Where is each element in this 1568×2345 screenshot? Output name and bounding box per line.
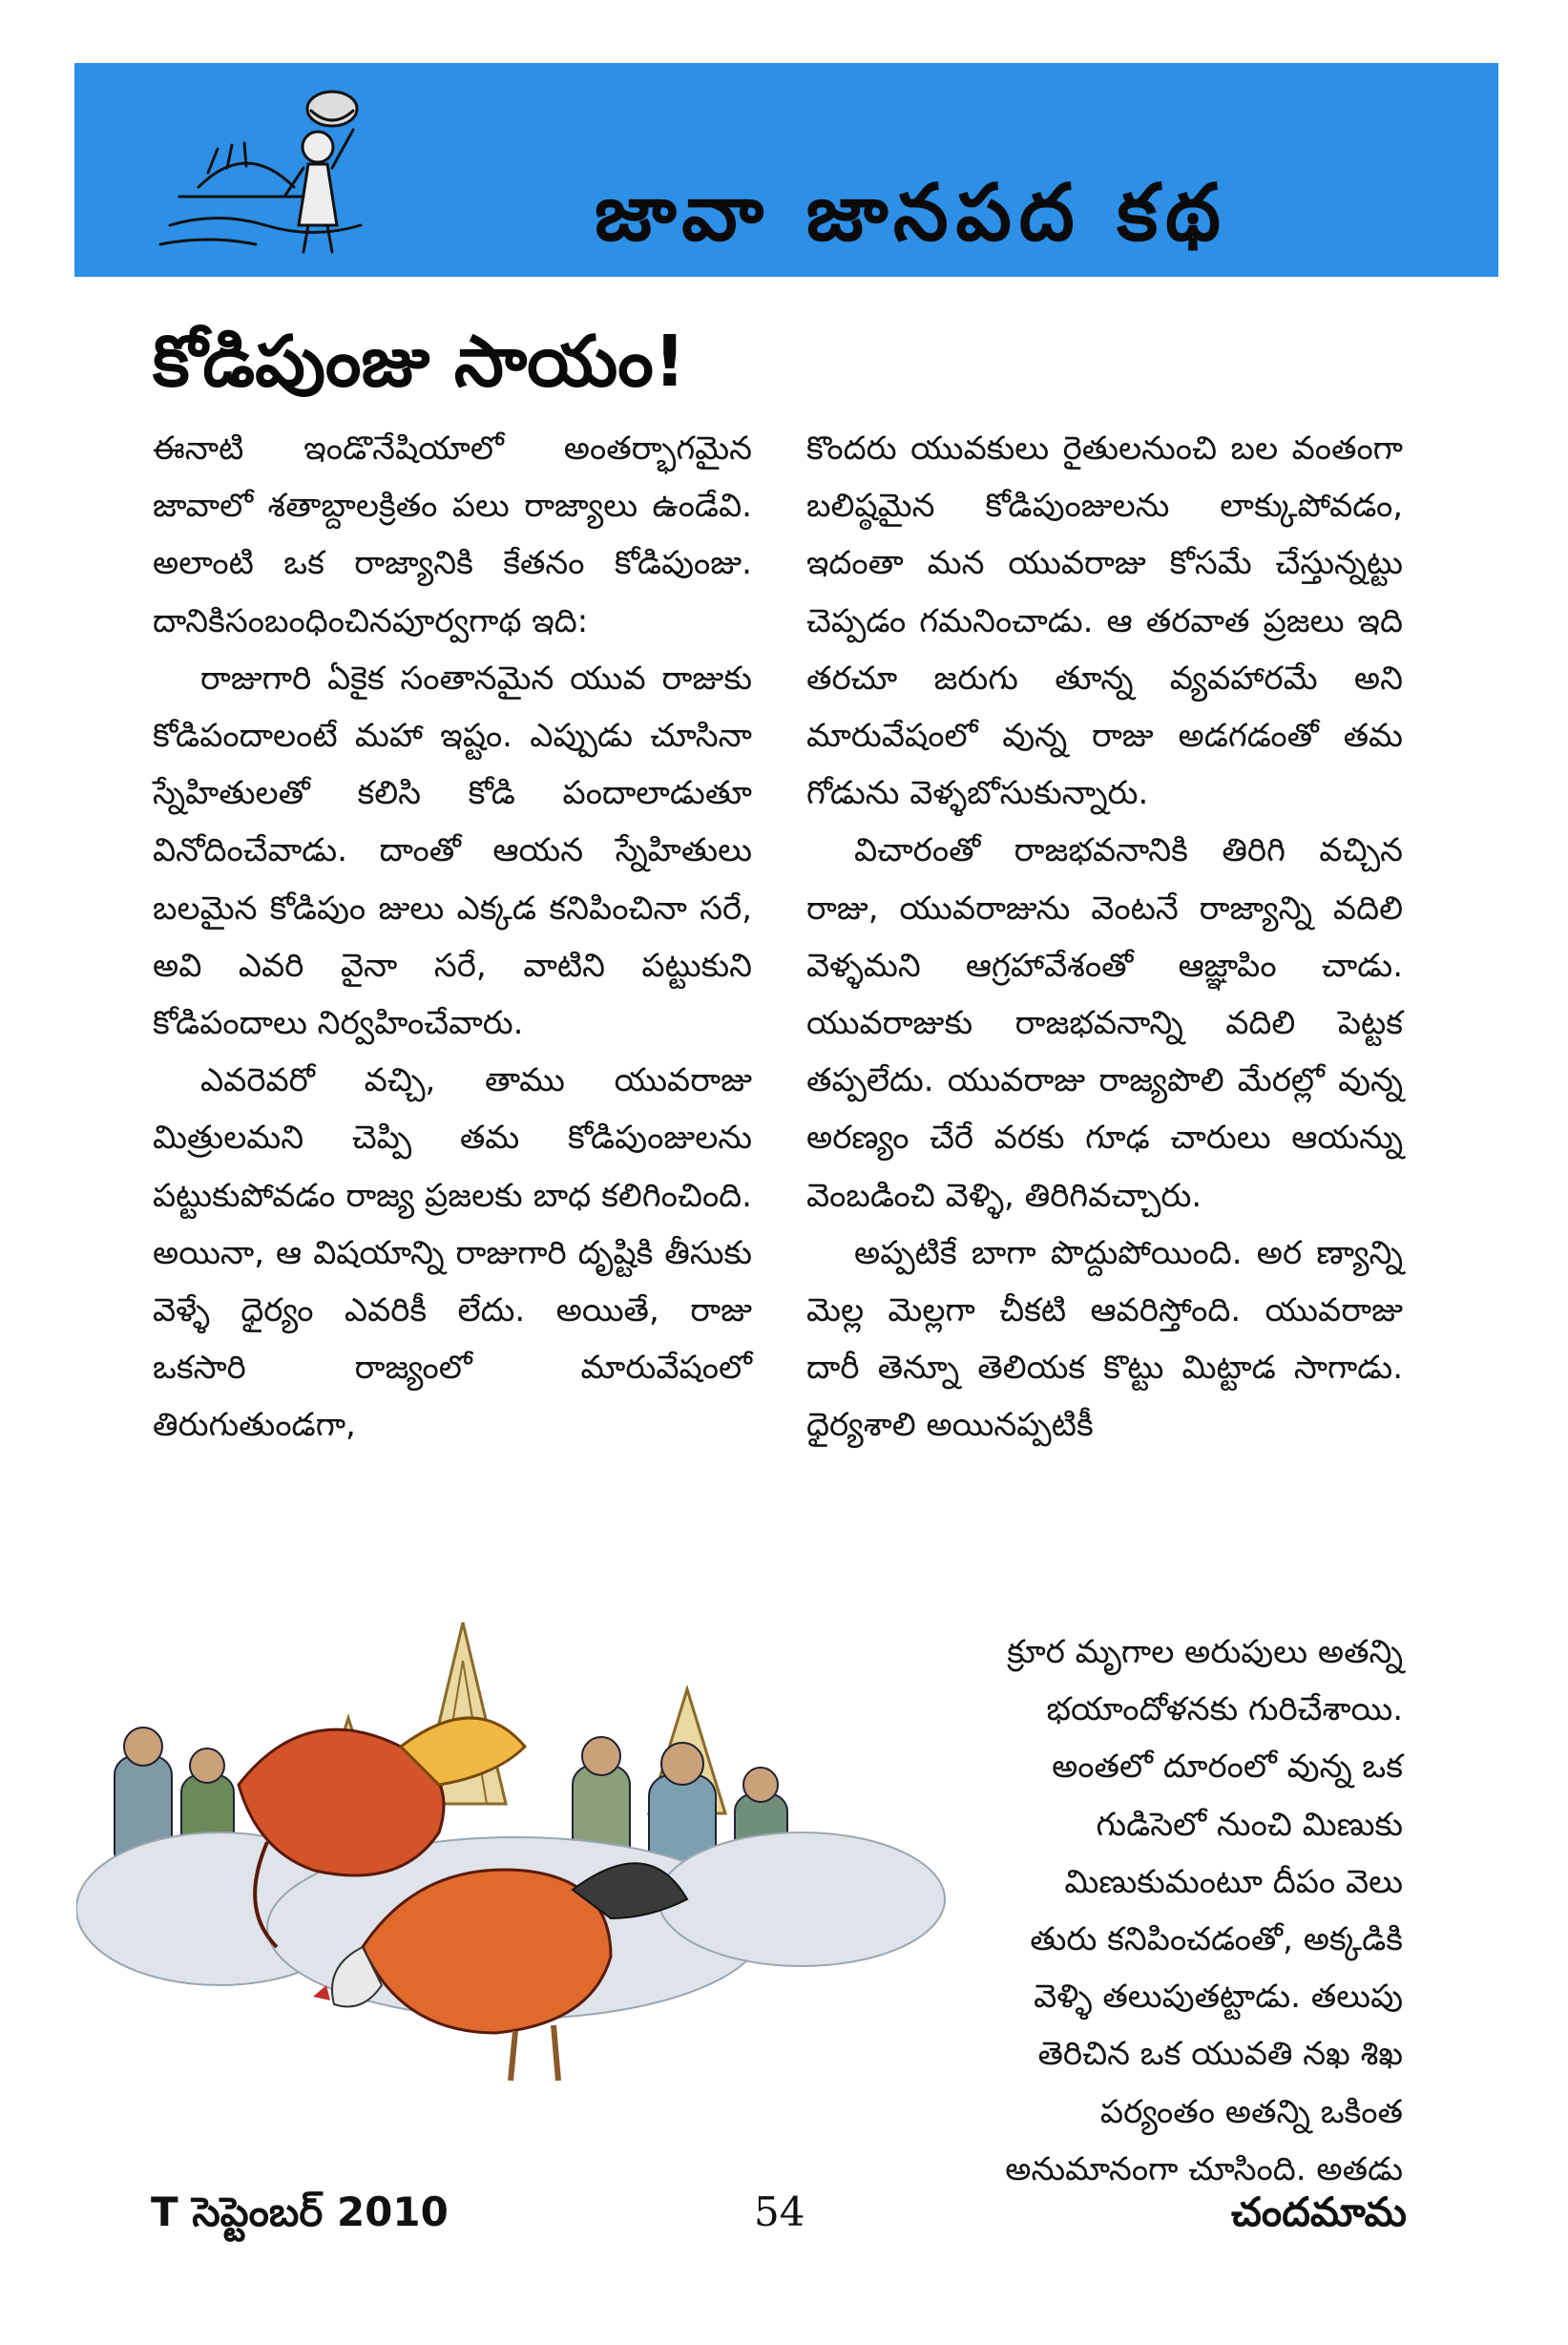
text-line: గుడిసెలో నుంచి మిణుకు [1096, 1805, 1403, 1844]
paragraph: అప్పటికే బాగా పొద్దుపోయింది. అర ణ్యాన్ని మెల్ల మెల్లగా చీకటి ఆవరిస్తోంది. యువరాజు దారీ తెన్నూ తెలియక కొట్టు మిట్టాడ సాగాడు. ధైర్యశాలి అయినప్పటికీ [806, 1233, 1403, 1445]
page-number: 54 [754, 2188, 805, 2235]
paragraph: కొందరు యువకులు రైతులనుంచి బల వంతంగా బలిష్ఠమైన కోడిపుంజులను లాక్కుపోవడం, ఇదంతా మన యువరాజు కోసమే చేస్తున్నట్టు చెప్పడం గమనించాడు. ఆ తరవాత ప్రజలు ఇది తరచూ జరుగు తూన్న వ్యవహారమే అని మారువేషంలో వున్న రాజు అడగడంతో తమ గోడును వెళ్ళబోసుకున్నారు. [806, 429, 1403, 813]
text-line: వెళ్ళి తలుపుతట్టాడు. తలుపు [1034, 1978, 1403, 2017]
title-banner [74, 63, 1498, 277]
cockfight-illustration [76, 1584, 964, 2100]
text-line: పర్యంతం అతన్ని ఒకింత [1099, 2092, 1403, 2131]
issue-date: T సెప్టెంబర్ 2010 [151, 2188, 449, 2235]
magazine-name: చందమామ [1231, 2188, 1407, 2235]
text-line: తెరిచిన ఒక యువతి నఖ శిఖ [1037, 2035, 1403, 2074]
paragraph: ఈనాటి ఇండొనేషియాలో అంతర్భాగమైన జావాలో శతాబ్దాలక్రితం పలు రాజ్యాలు ఉండేవి. అలాంటి ఒక రాజ్యానికి కేతనం కోడిపుంజు. దానికిసంబంధించినపూర్వగాథ ఇది: [153, 429, 752, 640]
series-title: జావా జానపద కథ [595, 168, 1228, 259]
story-headline: కోడిపుంజు సాయం! [153, 321, 686, 403]
text-line: తురు కనిపించడంతో, అక్కడికి [1030, 1920, 1403, 1959]
text-line: క్రూర మృగాల అరుపులు అతన్ని [1007, 1633, 1403, 1671]
text-line: అంతలో దూరంలో వున్న ఒక [1052, 1748, 1403, 1787]
woman-with-pot-illustration [141, 82, 428, 263]
paragraph: ఎవరెవరో వచ్చి, తాము యువరాజు మిత్రులమని చెప్పి తమ కోడిపుంజులను పట్టుకుపోవడం రాజ్య ప్రజలకు బాధ కలిగించింది. అయినా, ఆ విషయాన్ని రాజుగారి దృష్టికి తీసుకు వెళ్ళే ధైర్యం ఎవరికీ లేదు. అయితే, రాజు ఒకసారి రాజ్యంలో మారువేషంలో తిరుగుతుండగా, [153, 1061, 752, 1445]
text-line: భయాందోళనకు గురిచేశాయి. [1046, 1690, 1403, 1729]
text-line: మిణుకుమంటూ దీపం వెలు [1064, 1862, 1403, 1901]
paragraph: రాజుగారి ఏకైక సంతానమైన యువ రాజుకు కోడిపందాలంటే మహా ఇష్టం. ఎప్పుడు చూసినా స్నేహితులతో కలిసి కోడి పందాలాడుతూ వినోదించేవాడు. దాంతో ఆయన స్నేహితులు బలమైన కోడిపుం జులు ఎక్కడ కనిపించినా సరే, అవి ఎవరి వైనా సరే, వాటిని పట్టుకుని కోడిపందాలు నిర్వహించేవారు. [153, 659, 752, 1043]
paragraph: విచారంతో రాజభవనానికి తిరిగి వచ్చిన రాజు, యువరాజును వెంటనే రాజ్యాన్ని వదిలి వెళ్ళమని ఆగ్రహావేశంతో ఆజ్ఞాపిం చాడు. యువరాజుకు రాజభవనాన్ని వదిలి పెట్టక తప్పలేదు. యువరాజు రాజ్యపొలి మేరల్లో వున్న అరణ్యం చేరే వరకు గూఢ చారులు ఆయన్ను వెంబడించి వెళ్ళి, తిరిగివచ్చారు. [806, 831, 1403, 1215]
text-column-right [806, 420, 1403, 1455]
text-column-left [153, 420, 752, 1455]
text-line: అనుమానంగా చూసింది. అతడు [1005, 2149, 1403, 2188]
